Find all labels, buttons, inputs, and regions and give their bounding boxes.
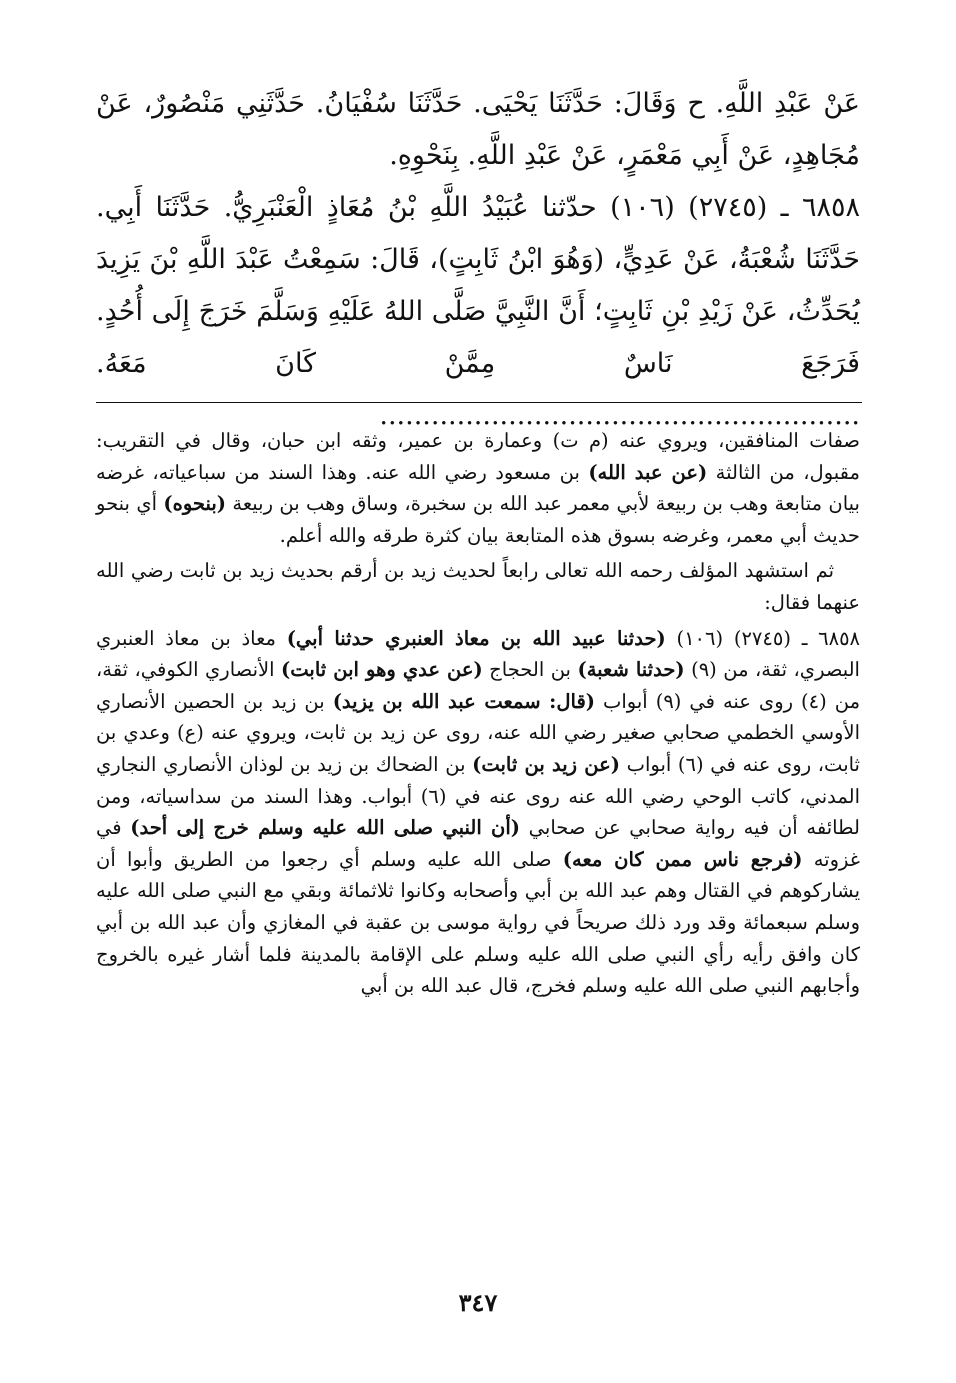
hadith-paragraph-2 bbox=[96, 182, 860, 442]
commentary-segment: بن زيد بن الحصين الأنصاري الأوسي الخطمي صحابي صغير رضي الله عنه، روى عن زيد بن ثابت، ويروي عنه (ع) وعدي بن ثابت، روى عنه في (٦) أبواب bbox=[96, 689, 860, 776]
quoted-hadith-phrase: (أن النبي صلى الله عليه وسلم خرج إلى أحد) bbox=[130, 816, 520, 840]
page-number: ٣٤٧ bbox=[458, 1288, 498, 1317]
commentary-segment: بن مسعود رضي الله عنه. وهذا السند من سباعياته، غرضه بيان متابعة وهب بن ربيعة لأبي معمر عبد الله بن سخبرة، وساق وهب بن ربيعة bbox=[96, 460, 860, 516]
continuation-dots: ........................................................ bbox=[379, 400, 860, 431]
hadith-paragraph-1: عَنْ عَبْدِ اللَّهِ. ح وَقَالَ: حَدَّثَنَا يَحْيَى. حَدَّثَنَا سُفْيَانُ. حَدَّثَنِي مَنْصُورٌ، عَنْ مُجَاهِدٍ، عَنْ أَبِي مَعْمَرٍ، عَنْ عَبْدِ اللَّهِ. بِنَحْوِهِ. bbox=[96, 88, 860, 171]
commentary-segment: ثم استشهد المؤلف رحمه الله تعالى رابعاً لحديث زيد بن أرقم بحديث زيد بن ثابت رضي الله عنهما فقال: bbox=[96, 559, 860, 614]
quoted-hadith-phrase: (بنحوه) bbox=[163, 492, 227, 516]
commentary-segment: صلى الله عليه وسلم أي رجعوا من الطريق وأبوا أن يشاركوهم في القتال وهم عبد الله بن أبي وأصحابه وكانوا ثلاثمائة وبقي مع النبي صلى الله عليه وسلم سبعمائة وقد ورد ذلك صريحاً في رواية موسى بن عقبة في المغازي وأن عبد الله بن أبي كان وافق رأيه رأي النبي صلى الله عليه وسلم على الإقامة بالمدينة فلما أشار غيره بالخروج وأجابهم النبي صلى الله عليه وسلم فخرج، قال عبد الله بن أبي bbox=[96, 847, 860, 998]
commentary-paragraph-2 bbox=[96, 555, 860, 618]
quoted-hadith-phrase: (عن زيد بن ثابت) bbox=[472, 752, 620, 776]
commentary-segment: صفات المنافقين، ويروي عنه (م ت) وعمارة بن عمير، وثقه ابن حبان، وقال في التقريب: مقبول، من الثالثة bbox=[96, 429, 860, 484]
quoted-hadith-phrase: (قال: سمعت عبد الله بن يزيد) bbox=[332, 689, 596, 713]
commentary-segment: في غزوته bbox=[96, 816, 860, 871]
commentary-segment: بن الضحاك بن زيد بن لوذان الأنصاري النجاري المدني، كاتب الوحي رضي الله عنه روى عنه في (٦) أبواب. وهذا السند من سداسياته، ومن لطائفه أن فيه رواية صحابي عن صحابي bbox=[96, 752, 860, 840]
commentary-segment: الأنصاري الكوفي، ثقة، من (٤) روى عنه في (٩) أبواب bbox=[96, 658, 861, 713]
commentary-segment: أي بنحو حديث أبي معمر، وغرضه بسوق هذه المتابعة بيان كثرة طرقه والله أعلم. bbox=[96, 492, 860, 547]
quoted-hadith-phrase: (حدثنا شعبة) bbox=[577, 658, 685, 682]
commentary-segment: ٦٨٥٨ ـ (٢٧٤٥) (١٠٦) bbox=[665, 626, 861, 650]
hadith-main-text bbox=[96, 78, 860, 442]
commentary-segment: معاذ بن معاذ العنبري البصري، ثقة، من (٩) bbox=[96, 626, 860, 682]
quoted-hadith-phrase: (عن عبد الله) bbox=[588, 460, 708, 484]
quoted-hadith-phrase: (فرجع ناس ممن كان معه) bbox=[562, 847, 803, 871]
hadith-paragraph-2-text: ٦٨٥٨ ـ (٢٧٤٥) (١٠٦) حدّثنا عُبَيْدُ اللَّهِ بْنُ مُعَاذٍ الْعَنْبَرِيُّ. حَدَّثَنَا أَبِي. حَدَّثَنَا شُعْبَةُ، عَنْ عَدِيٍّ، (وَهُوَ ابْنُ ثَابِتٍ)، قَالَ: سَمِعْتُ عَبْدَ اللَّهِ بْنَ يَزِيدَ يُحَدِّثُ، عَنْ زَيْدِ بْنِ ثَابِتٍ؛ أَنَّ النَّبِيَّ صَلَّى اللهُ عَلَيْهِ وَسَلَّمَ خَرَجَ إِلَى أُحُدٍ. فَرَجَعَ نَاسٌ مِمَّنْ كَانَ مَعَهُ. bbox=[96, 192, 860, 379]
footnote-divider bbox=[96, 402, 862, 403]
commentary-text bbox=[96, 425, 860, 1006]
quoted-hadith-phrase: (حدثنا عبيد الله بن معاذ العنبري حدثنا أبي) bbox=[286, 626, 666, 650]
commentary-paragraph-3 bbox=[96, 623, 860, 1002]
quoted-hadith-phrase: (عن عدي وهو ابن ثابت) bbox=[281, 658, 483, 682]
commentary-paragraph-1 bbox=[96, 425, 860, 551]
commentary-segment: بن الحجاج bbox=[482, 658, 578, 682]
